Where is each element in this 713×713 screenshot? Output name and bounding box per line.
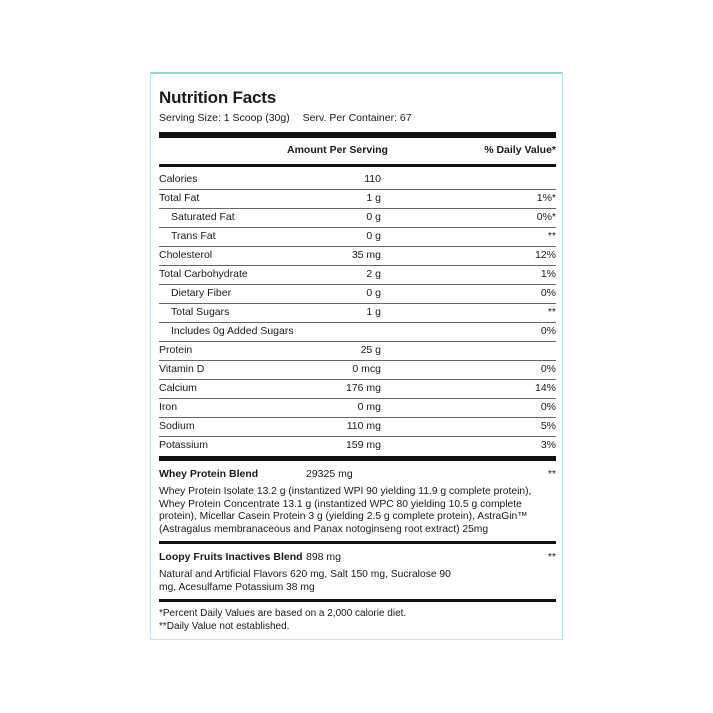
nutrient-row-sodium xyxy=(159,417,556,437)
nutrient-name: Sodium xyxy=(159,420,195,432)
nutrient-amount: 0 g xyxy=(366,211,381,223)
nutrient-dv: 1% xyxy=(540,268,556,280)
nutrient-name: Dietary Fiber xyxy=(171,287,232,299)
nutrient-row-vitamin-d xyxy=(159,360,556,380)
nutrient-dv: ** xyxy=(547,230,556,242)
footnote-not-established: **Daily Value not established. xyxy=(159,621,290,632)
nutrient-row-potassium xyxy=(159,436,556,455)
nutrient-amount: 110 xyxy=(364,173,381,185)
blend-ingredients: Natural and Artificial Flavors 620 mg, Salt 150 mg, Sucralose 90 mg, Acesulfame Potassium 38 mg xyxy=(159,569,451,593)
nutrient-amount: 0 mg xyxy=(357,401,381,413)
nutrient-amount: 176 mg xyxy=(345,382,381,394)
serving-info xyxy=(159,112,422,124)
nutrient-name: Total Fat xyxy=(159,192,200,204)
nutrient-dv: 0%* xyxy=(536,211,556,223)
blend-ingredients: Whey Protein Isolate 13.2 g (instantized WPI 90 yielding 11.9 g complete protein), Whey Protein Concentrate 13.1 g (instantized WPC 80 yielding 10.5 g complete protein), Micellar Casein Protein 3 g (yielding 2.5 g complete protein), AstraGin™ (Astragalus membranaceous and Panax notoginseng root extract) 25mg xyxy=(159,486,532,535)
blend-dv: ** xyxy=(547,551,556,563)
blend-whey-protein xyxy=(159,468,556,538)
nutrient-dv: 14% xyxy=(534,382,556,394)
nutrient-name: Potassium xyxy=(159,439,209,451)
nutrient-name: Cholesterol xyxy=(159,249,213,261)
blend-name: Whey Protein Blend xyxy=(159,468,259,480)
footnote-daily-values: *Percent Daily Values are based on a 2,000 calorie diet. xyxy=(159,608,407,619)
divider-thick xyxy=(159,132,556,138)
nutrient-amount: 25 g xyxy=(360,344,381,356)
blend-name: Loopy Fruits Inactives Blend xyxy=(159,551,303,563)
nutrient-name: Trans Fat xyxy=(171,230,216,242)
nutrient-row-total-fat xyxy=(159,189,556,209)
divider-medium xyxy=(159,599,556,602)
nutrient-name: Calories xyxy=(159,173,198,185)
nutrient-name: Iron xyxy=(159,401,178,413)
divider-medium xyxy=(159,541,556,544)
nutrient-amount: 0 g xyxy=(366,230,381,242)
nutrient-dv: 5% xyxy=(540,420,556,432)
nutrient-dv: 0% xyxy=(540,325,556,337)
nutrient-row-calcium xyxy=(159,379,556,399)
nutrient-row-calories xyxy=(159,170,556,190)
nutrient-amount: 110 mg xyxy=(346,420,381,432)
nutrient-dv: 0% xyxy=(540,363,556,375)
nutrient-row-saturated-fat xyxy=(159,208,556,228)
nutrient-row-dietary-fiber xyxy=(159,284,556,304)
nutrient-amount: 1 g xyxy=(366,306,381,318)
nutrient-amount: 159 mg xyxy=(345,439,381,451)
nutrient-row-added-sugars xyxy=(159,322,556,342)
nutrient-dv: ** xyxy=(547,306,556,318)
blend-dv: ** xyxy=(547,468,556,480)
nutrient-row-trans-fat xyxy=(159,227,556,247)
nutrient-dv: 3% xyxy=(540,439,556,451)
nutrient-name: Total Sugars xyxy=(171,306,230,318)
nutrient-row-cholesterol xyxy=(159,246,556,266)
nutrient-amount: 2 g xyxy=(366,268,381,280)
blend-loopy-fruits xyxy=(159,551,556,601)
nutrient-dv: 0% xyxy=(540,401,556,413)
label-title: Nutrition Facts xyxy=(159,88,276,107)
serving-size: Serving Size: 1 Scoop (30g) xyxy=(159,112,290,124)
nutrient-name: Saturated Fat xyxy=(171,211,235,223)
blend-amount: 898 mg xyxy=(306,551,342,563)
servings-per-container: Serv. Per Container: 67 xyxy=(302,112,412,124)
nutrient-name: Total Carbohydrate xyxy=(159,268,248,280)
nutrition-label-panel xyxy=(150,72,563,640)
divider-medium xyxy=(159,164,556,167)
nutrient-row-total-sugars xyxy=(159,303,556,323)
nutrient-name: Vitamin D xyxy=(159,363,205,375)
nutrient-row-total-carbohydrate xyxy=(159,265,556,285)
nutrient-name: Includes 0g Added Sugars xyxy=(171,325,294,337)
blend-amount: 29325 mg xyxy=(306,468,353,480)
nutrient-amount: 0 g xyxy=(366,287,381,299)
nutrient-amount: 1 g xyxy=(366,192,381,204)
dv-column-header: % Daily Value* xyxy=(484,144,556,156)
nutrient-row-protein xyxy=(159,341,556,361)
nutrient-amount: 35 mg xyxy=(351,249,381,261)
nutrient-amount: 0 mcg xyxy=(352,363,381,375)
nutrient-row-iron xyxy=(159,398,556,418)
amount-column-header: Amount Per Serving xyxy=(287,144,388,156)
nutrient-name: Protein xyxy=(159,344,193,356)
divider-thick xyxy=(159,456,556,461)
nutrient-dv: 1%* xyxy=(536,192,556,204)
nutrient-name: Calcium xyxy=(159,382,197,394)
nutrient-dv: 12% xyxy=(534,249,556,261)
nutrient-dv: 0% xyxy=(540,287,556,299)
